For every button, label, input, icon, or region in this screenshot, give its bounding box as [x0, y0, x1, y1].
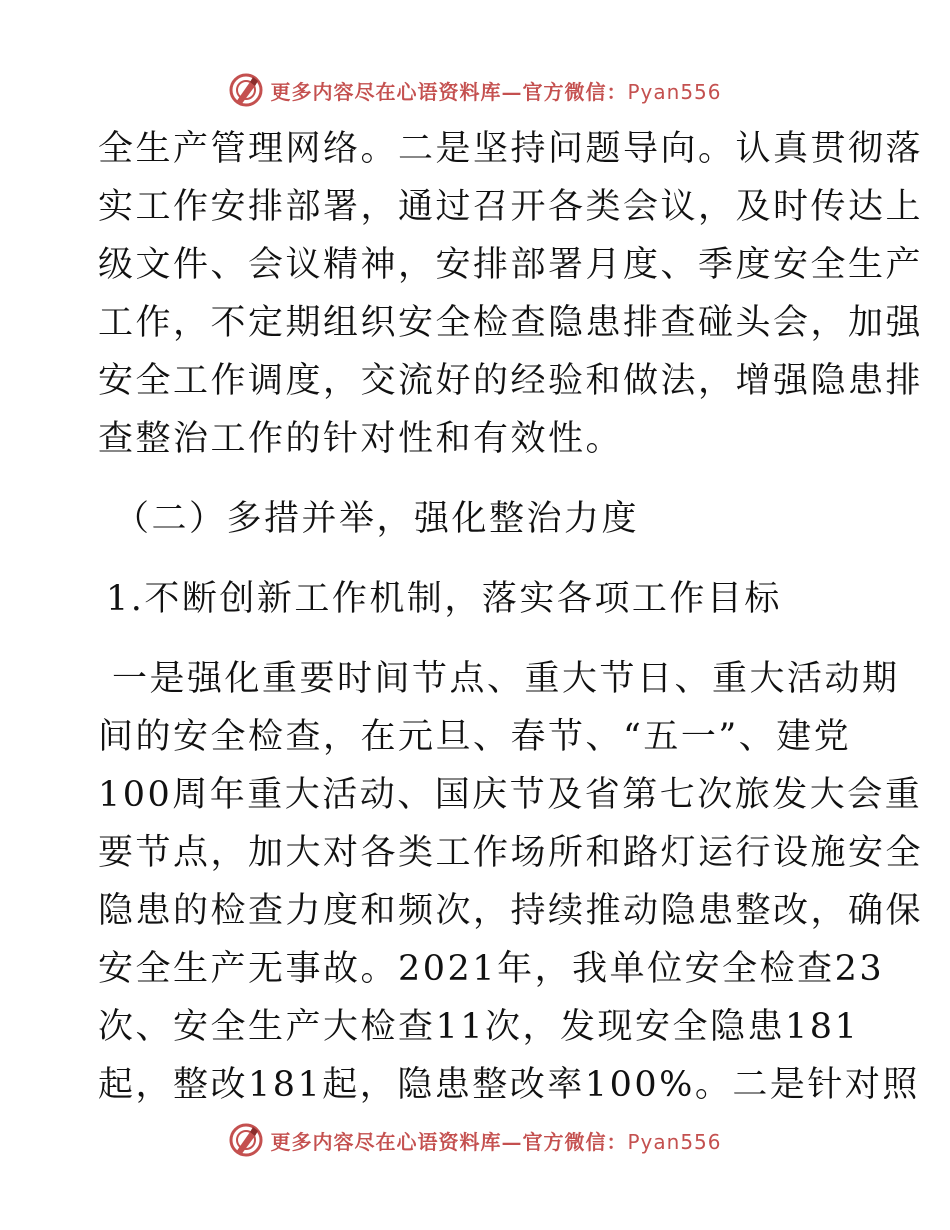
- paragraph-line: 级文件、会议精神，安排部署月度、季度安全生产: [98, 245, 924, 285]
- banner-text: [270, 1126, 721, 1155]
- paragraph-line: 工作，不定期组织安全检查隐患排查碰头会，加强: [98, 303, 924, 343]
- section-heading: （二）多措并举，强化整治力度: [114, 499, 640, 539]
- paragraph-line: 100周年重大活动、国庆节及省第七次旅发大会重: [98, 775, 923, 815]
- paragraph-gap: [98, 548, 858, 570]
- banner-wechat-id: Pyan556: [627, 1129, 722, 1154]
- pen-circle-logo-icon: [228, 1122, 264, 1158]
- paragraph-gap: [98, 468, 858, 490]
- paragraph-line: 查整治工作的针对性和有效性。: [98, 419, 624, 459]
- banner-label: 更多内容尽在心语资料库—官方微信：: [270, 79, 628, 104]
- paragraph-line: 次、安全生产大检查11次，发现安全隐患181: [98, 1007, 860, 1047]
- paragraph-gap: [98, 628, 858, 650]
- banner-label: 更多内容尽在心语资料库—官方微信：: [270, 1129, 628, 1154]
- paragraph-line: 安全工作调度，交流好的经验和做法，增强隐患排: [98, 361, 924, 401]
- banner-wechat-id: Pyan556: [627, 79, 722, 104]
- document-body: [98, 120, 924, 1114]
- paragraph-line: 一是强化重要时间节点、重大节日、重大活动期: [112, 659, 900, 699]
- paragraph-line: 实工作安排部署，通过召开各类会议，及时传达上: [98, 187, 924, 227]
- paragraph-line: 起，整改181起，隐患整改率100%。二是针对照: [98, 1065, 920, 1105]
- paragraph-line: 间的安全检查，在元旦、春节、“五一”、建党: [98, 717, 852, 757]
- header-banner: [0, 70, 950, 110]
- paragraph-line: 全生产管理网络。二是坚持问题导向。认真贯彻落: [98, 129, 924, 169]
- paragraph-line: 要节点，加大对各类工作场所和路灯运行设施安全: [98, 833, 924, 873]
- subsection-heading: 1.不断创新工作机制，落实各项工作目标: [106, 579, 782, 619]
- footer-banner: [0, 1120, 950, 1160]
- paragraph-line: 隐患的检查力度和频次，持续推动隐患整改，确保: [98, 891, 924, 931]
- pen-circle-logo-icon: [228, 72, 264, 108]
- paragraph-line: 安全生产无事故。2021年，我单位安全检查23: [98, 949, 885, 989]
- banner-text: [270, 76, 721, 105]
